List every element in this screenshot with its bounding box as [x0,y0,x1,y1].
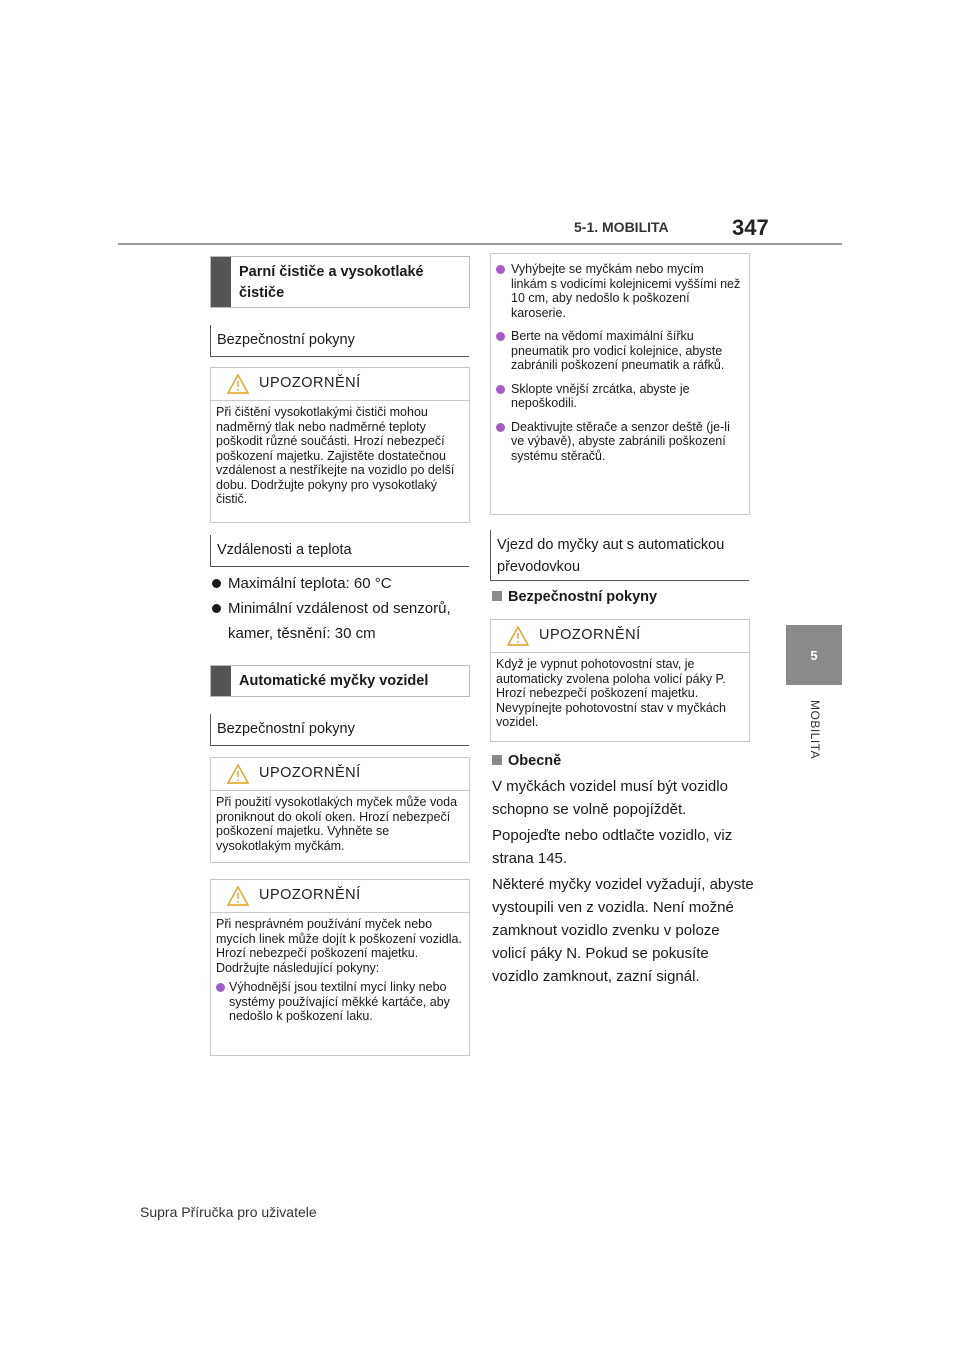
heading-bar [211,666,231,696]
paragraph: Popojeďte nebo odtlačte vozidlo, viz strana 145. [492,827,733,867]
warning-continuation-box [490,253,750,515]
subhead-safety-2 [210,714,469,746]
chapter-label: MOBILITA [808,700,822,760]
list-item-text: Berte na vědomí maximální šířku pneumatik pro vodicí kolejnice, abyste zabránili poškození pneumatik a ráfků. [511,329,725,372]
list-item-text: Sklopte vnější zrcátka, abyste je nepoškodili. [511,381,690,410]
footer-text: Supra Příručka pro uživatele [140,1204,317,1220]
warning-title: UPOZORNĚNÍ [259,765,361,781]
safety-heading [492,589,657,605]
subhead-text: Bezpečnostní pokyny [217,721,355,737]
warning-header [491,620,749,652]
subhead-distance [210,535,469,567]
list-item [496,382,742,411]
general-heading-text: Obecně [508,753,562,769]
list-item [216,980,462,1024]
safety-heading-text: Bezpečnostní pokyny [508,589,658,605]
chapter-tab [786,625,842,685]
warning-body: Při čištění vysokotlakými čističi mohou nadměrný tlak nebo nadměrné teploty poškodit různé součásti. Hrozí nebezpečí poškození majetku. Zajistěte dostatečnou vzdálenost a nestříkejte na vozidlo po delší dobu. Dodržujte pokyny pro vysokotlaký čistič. [216,405,455,506]
warning-header [211,368,469,400]
bullet-dot-icon [212,604,221,613]
warning-triangle-icon [227,886,249,906]
warning-box-1 [210,367,470,523]
square-bullet-icon [492,755,502,765]
warning-triangle-icon [227,764,249,784]
subhead-text: Vzdálenosti a teplota [217,542,352,558]
paragraph: Některé myčky vozidel vyžadují, abyste vystoupili ven z vozidla. Není možné zamknout vozidlo zvenku v poloze volicí páky N. Pokud se pokusíte vozidlo zamknout, zazní signál. [492,876,754,985]
heading-text: Automatické myčky vozidel [239,673,429,689]
warning-title: UPOZORNĚNÍ [259,887,361,903]
paragraph: V myčkách vozidel musí být vozidlo schopno se volně popojíždět. [492,778,728,818]
warning-body-text: Při nesprávném používání myček nebo mycích linek může dojít k poškození vozidla. Hrozí nebezpečí poškození majetku. Dodržujte následující pokyny: [216,917,462,975]
page-number: 347 [732,215,769,240]
subhead-text: Vjezd do myčky aut s automatickou převodovkou [497,537,725,575]
heading-text: Parní čističe a vysokotlaké čističe [239,264,424,301]
warning-title: UPOZORNĚNÍ [259,375,361,391]
warning-body [211,913,469,1031]
section-heading-car-wash [210,665,470,697]
subhead-text: Bezpečnostní pokyny [217,332,355,348]
warning-box-2 [210,757,470,863]
bullet-dot-icon [216,983,225,992]
square-bullet-icon [492,591,502,601]
warning-header [211,880,469,912]
warning-body [491,254,749,479]
list-item-text: Maximální teplota: 60 °C [228,575,392,592]
list-item [496,420,742,464]
bullet-dot-icon [496,423,505,432]
bullet-dot-icon [496,265,505,274]
warning-box-3 [210,879,470,1056]
section-heading-steam-cleaners [210,256,470,308]
subhead-automatic-transmission [490,530,749,581]
heading-bar [211,257,231,307]
list-item-text: Vyhýbejte se myčkám nebo mycím linkám s vodicími kolejnicemi vyššími než 10 cm, aby nedošlo k poškození karoserie. [511,262,741,320]
header-divider [118,243,842,245]
list-item [212,596,464,646]
general-heading [492,753,561,769]
warning-triangle-icon [227,374,249,394]
warning-body: Při použití vysokotlakých myček může voda proniknout do okolí oken. Hrozí nebezpečí poškození majetku. Vyhněte se vysokotlakým myčkám. [216,795,458,853]
list-item-text: Deaktivujte stěrače a senzor deště (je-li ve výbavě), abyste zabránili poškození systému stěračů. [511,419,730,463]
warning-body: Když je vypnut pohotovostní stav, je automaticky zvolena poloha volicí páky P. Hrozí nebezpečí poškození majetku. Nevypínejte pohotovostní stav v myčkách vozidel. [496,657,726,729]
section-title: 5-1. MOBILITA [574,219,669,235]
list-item-text: Minimální vzdálenost od senzorů, kamer, těsnění: 30 cm [228,600,451,642]
warning-triangle-icon [507,626,529,646]
chapter-number: 5 [810,647,818,663]
list-item [496,329,742,373]
warning-header [211,758,469,790]
warning-box-4 [490,619,750,742]
list-item [496,262,742,320]
bullet-dot-icon [496,385,505,394]
bullet-dot-icon [212,579,221,588]
bullet-dot-icon [496,332,505,341]
warning-title: UPOZORNĚNÍ [539,627,641,643]
subhead-safety-1 [210,325,469,357]
list-item-text: Výhodnější jsou textilní mycí linky nebo systémy používající měkké kartáče, aby nedošlo k poškození laku. [229,980,450,1023]
list-item [212,571,464,596]
